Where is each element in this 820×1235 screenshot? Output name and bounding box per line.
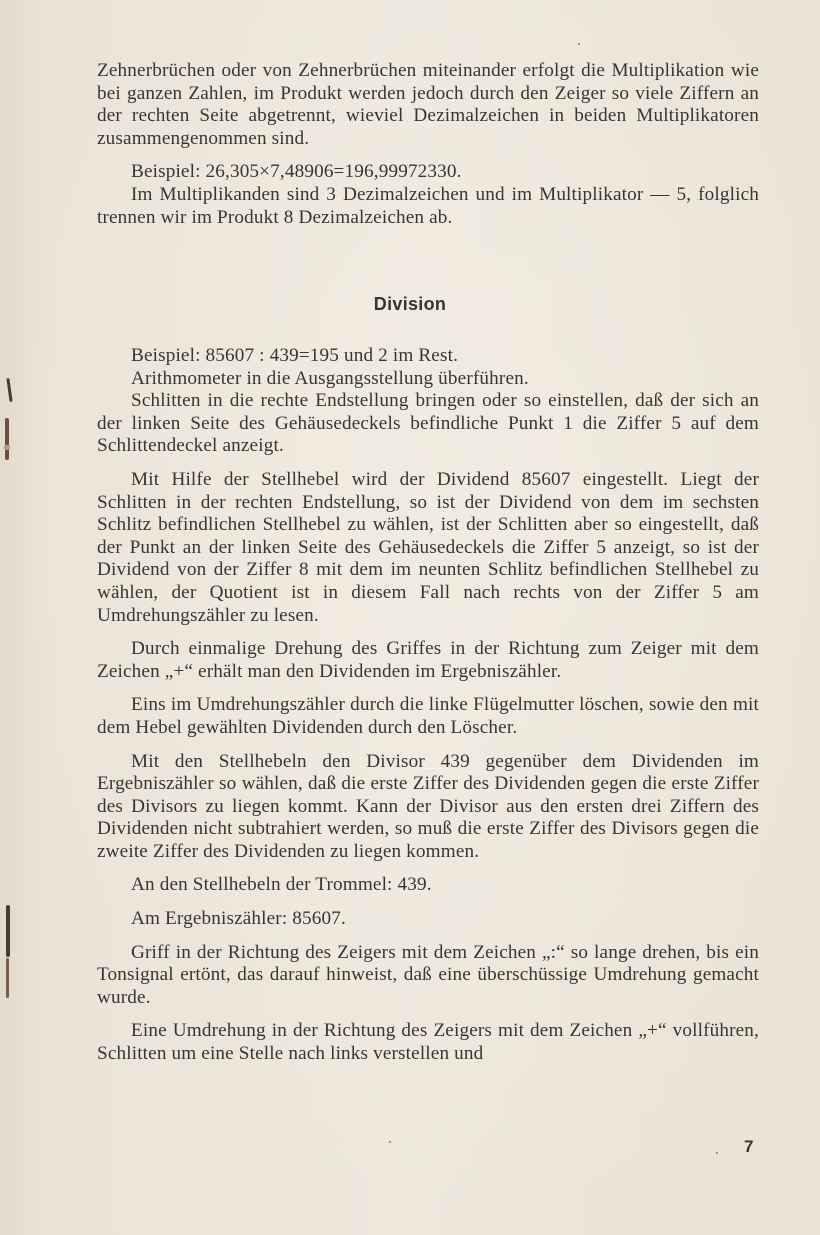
text-block-division bbox=[97, 345, 759, 1066]
paragraph: Eins im Umdrehungszähler durch die linke Flügelmutter löschen, sowie den mit dem Hebel gewählten Dividenden durch den Löscher. bbox=[97, 694, 759, 738]
binding-mark bbox=[5, 418, 9, 460]
binding-mark bbox=[4, 445, 10, 450]
paragraph: Arithmometer in die Ausgangsstellung überführen. bbox=[131, 367, 529, 389]
paragraph: Griff in der Richtung des Zeigers mit dem Zeichen „:“ so lange drehen, bis ein Tonsignal ertönt, das darauf hinweist, daß eine überschüssige Umdrehung gemacht wurde. bbox=[97, 941, 759, 1008]
paragraph: Zehnerbrüchen oder von Zehnerbrüchen miteinander erfolgt die Multiplikation wie bei ganzen Zahlen, im Produkt werden jedoch durch den Zeiger so viele Ziffern an der rechten Seite abgetrennt, wieviel Dezimalzeichen in beiden Multiplikatoren zusammengenommen sind. bbox=[97, 60, 759, 149]
paragraph: Durch einmalige Drehung des Griffes in der Richtung zum Zeiger mit dem Zeichen „+“ erhält man den Dividenden im Ergebniszähler. bbox=[97, 638, 759, 682]
example-line: Beispiel: 85607 : 439=195 und 2 im Rest. bbox=[131, 345, 459, 366]
paper-speck bbox=[389, 1141, 391, 1143]
paragraph: Mit den Stellhebeln den Divisor 439 gegenüber dem Dividenden im Ergebniszähler so wählen, daß die erste Ziffer des Dividenden gegen die erste Ziffer des Divisors zu liegen kommt. Kann der Divisor aus den ersten drei Ziffern des Dividenden nicht subtrahiert werden, so muß die erste Ziffer des Divisors gegen die zweite Ziffer des Dividenden zu liegen kommen. bbox=[97, 750, 759, 862]
paragraph: Mit Hilfe der Stellhebel wird der Dividend 85607 eingestellt. Liegt der Schlitten in der rechten Endstellung, so ist der Dividend von dem im sechsten Schlitz befindlichen Stellhebel zu wählen, ist der Schlitten aber so eingestellt, daß der Punkt an der linken Seite des Gehäusedeckels die Ziffer 5 anzeigt, so ist der Dividend von der Ziffer 8 mit dem im neunten Schlitz befindlichen Stellhebel zu wählen, der Quotient ist in diesem Fall nach rechts von der Ziffer 5 am Umdrehungszähler zu lesen. bbox=[97, 468, 759, 626]
binding-mark bbox=[6, 378, 12, 402]
binding-mark bbox=[6, 958, 9, 998]
paragraph: Im Multiplikanden sind 3 Dezimalzeichen und im Multiplikator — 5, folglich trennen wir im Produkt 8 Dezimalzeichen ab. bbox=[97, 183, 759, 228]
page-number: 7 bbox=[744, 1137, 754, 1156]
paragraph: Eine Umdrehung in der Richtung des Zeigers mit dem Zeichen „+“ vollführen, Schlitten um eine Stelle nach links verstellen und bbox=[97, 1020, 759, 1065]
binding-mark bbox=[6, 905, 10, 957]
paper-speck bbox=[578, 43, 580, 45]
paragraph: Am Ergebniszähler: 85607. bbox=[131, 908, 346, 930]
paragraph: An den Stellhebeln der Trommel: 439. bbox=[131, 874, 432, 896]
paragraph: Schlitten in die rechte Endstellung bringen oder so einstellen, daß der sich an der linken Seite des Gehäusedeckels befindliche Punkt 1 die Ziffer 5 auf dem Schlittendeckel anzeigt. bbox=[97, 390, 759, 457]
text-block-multiplication bbox=[97, 60, 759, 229]
example-line: Beispiel: 26,305×7,48906=196,99972330. bbox=[131, 161, 462, 183]
paper-speck bbox=[716, 1152, 718, 1154]
section-heading: Division bbox=[373, 294, 447, 314]
